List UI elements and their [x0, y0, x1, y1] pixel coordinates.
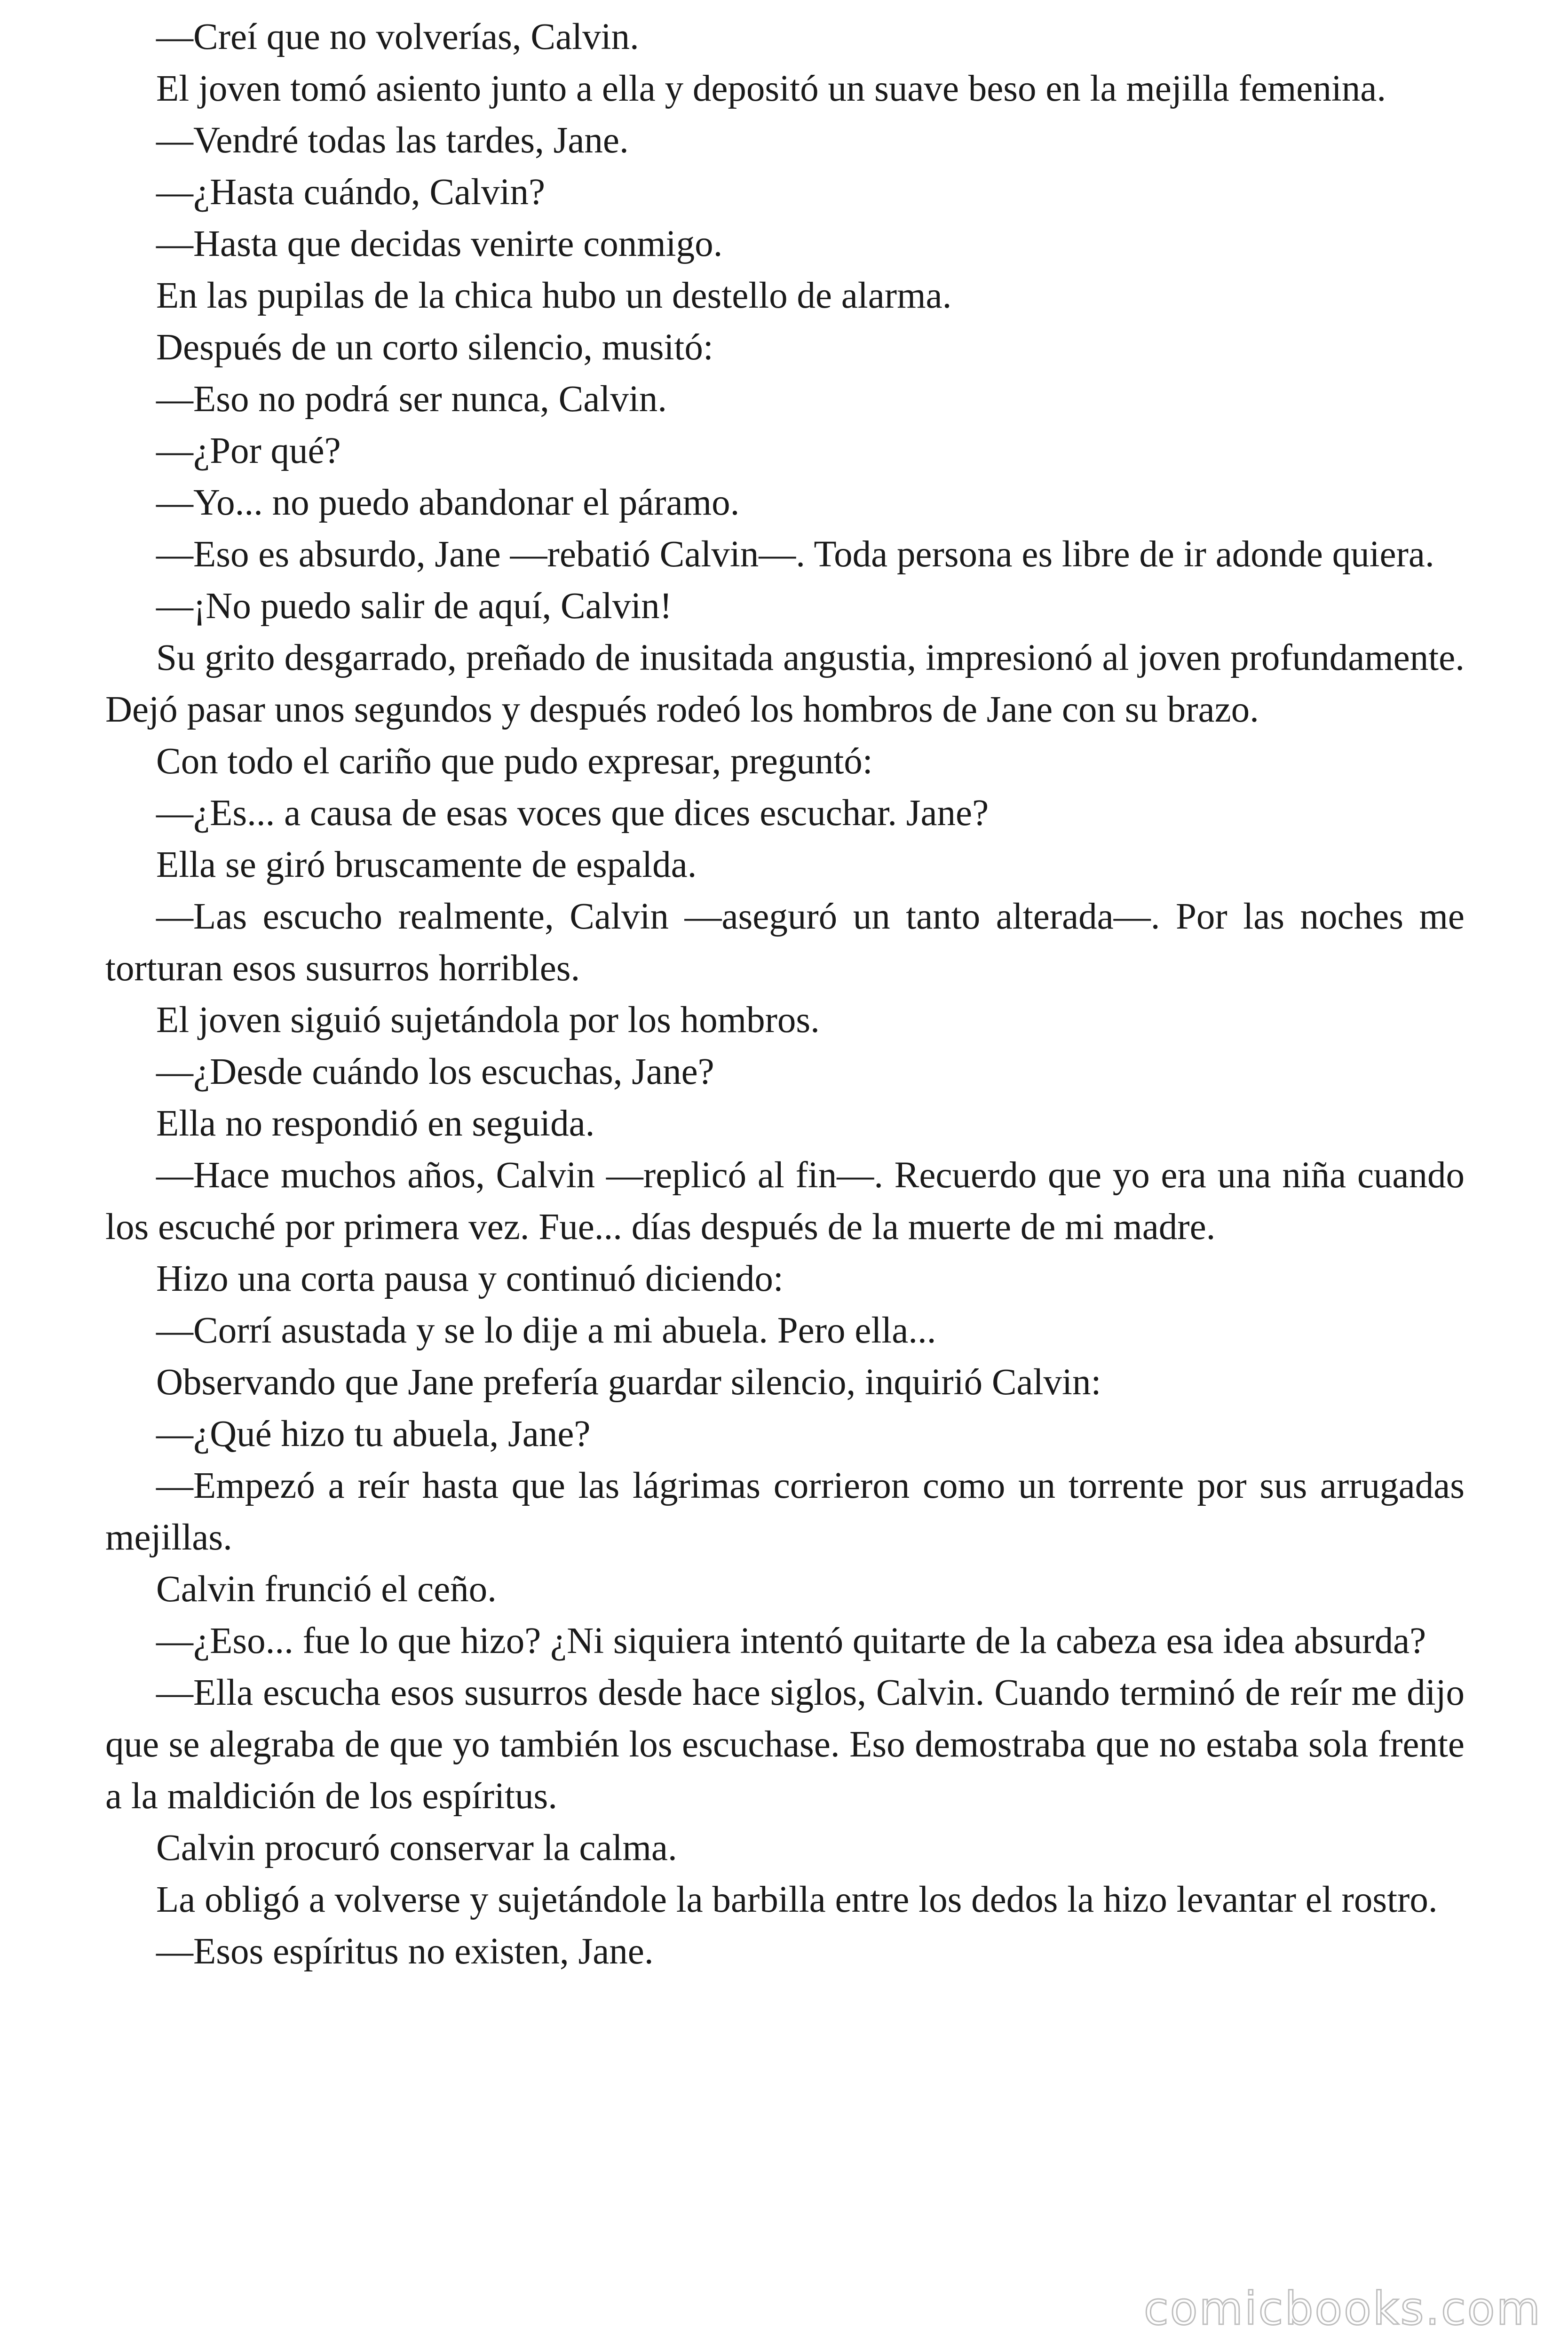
paragraph: —¡No puedo salir de aquí, Calvin! [156, 586, 672, 627]
paragraph: Hizo una corta pausa y continuó diciendo: [156, 1258, 784, 1299]
paragraph: —Hasta que decidas venirte conmigo. [156, 223, 723, 264]
paragraph: Calvin frunció el ceño. [156, 1569, 497, 1610]
paragraph: —¿Por qué? [156, 430, 341, 471]
paragraph: Con todo el cariño que pudo expresar, preguntó: [156, 741, 873, 782]
paragraph: —Yo... no puedo abandonar el páramo. [156, 482, 740, 523]
paragraph: Calvin procuró conservar la calma. [156, 1828, 677, 1868]
paragraph: —Hace muchos años, Calvin —replicó al fin—. Recuerdo que yo era una niña cuando los escuché por primera vez. Fue... días después de la muerte de mi madre. [105, 1155, 1465, 1248]
paragraph: Ella no respondió en seguida. [156, 1103, 595, 1144]
paragraph: —¿Qué hizo tu abuela, Jane? [156, 1414, 591, 1454]
paragraph: —Corrí asustada y se lo dije a mi abuela. Pero ella... [156, 1310, 936, 1351]
watermark-logo: comicbooks.com [1143, 2282, 1542, 2335]
paragraph: —Las escucho realmente, Calvin —aseguró un tanto alterada—. Por las noches me torturan esos susurros horribles. [105, 896, 1465, 989]
paragraph: —¿Desde cuándo los escuchas, Jane? [156, 1051, 714, 1092]
paragraph: —¿Hasta cuándo, Calvin? [156, 172, 546, 213]
paragraph: En las pupilas de la chica hubo un destello de alarma. [156, 275, 952, 316]
paragraph: —Creí que no volverías, Calvin. [156, 16, 639, 57]
paragraph: Después de un corto silencio, musitó: [156, 327, 713, 368]
paragraph: —Eso es absurdo, Jane —rebatió Calvin—. Toda persona es libre de ir adonde quiera. [156, 534, 1434, 575]
paragraph: —Eso no podrá ser nunca, Calvin. [156, 379, 667, 420]
paragraph: El joven siguió sujetándola por los hombros. [156, 1000, 820, 1041]
paragraph: —Empezó a reír hasta que las lágrimas corrieron como un torrente por sus arrugadas mejillas. [105, 1465, 1465, 1558]
paragraph: —Esos espíritus no existen, Jane. [156, 1931, 654, 1972]
paragraph: —¿Eso... fue lo que hizo? ¿Ni siquiera intentó quitarte de la cabeza esa idea absurda? [156, 1621, 1426, 1661]
paragraph: Observando que Jane prefería guardar silencio, inquirió Calvin: [156, 1362, 1101, 1403]
paragraph: —¿Es... a causa de esas voces que dices escuchar. Jane? [156, 793, 989, 834]
paragraph: La obligó a volverse y sujetándole la barbilla entre los dedos la hizo levantar el rostro. [156, 1879, 1438, 1920]
paragraph: Su grito desgarrado, preñado de inusitada angustia, impresionó al joven profundamente. Dejó pasar unos segundos y después rodeó los hombros de Jane con su brazo. [105, 637, 1465, 730]
page-body [105, 11, 1465, 1978]
paragraph: —Ella escucha esos susurros desde hace siglos, Calvin. Cuando terminó de reír me dijo que se alegraba de que yo también los escuchase. Eso demostraba que no estaba sola frente a la maldición de los espíritus. [105, 1672, 1465, 1817]
paragraph: El joven tomó asiento junto a ella y depositó un suave beso en la mejilla femenina. [156, 68, 1386, 109]
paragraph: Ella se giró bruscamente de espalda. [156, 844, 697, 885]
paragraph: —Vendré todas las tardes, Jane. [156, 120, 629, 161]
